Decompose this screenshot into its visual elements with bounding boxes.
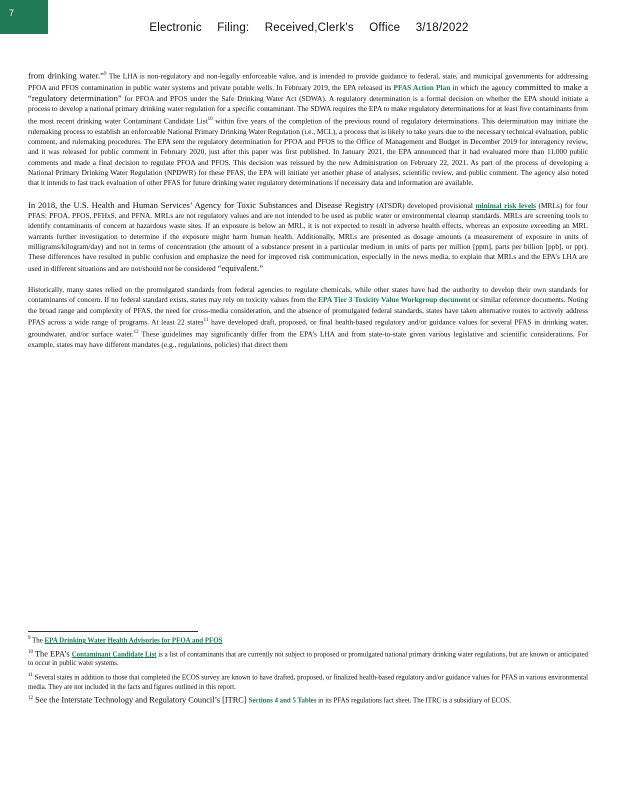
header-office: Office	[369, 22, 401, 34]
paragraph-epa-lha	[28, 70, 588, 189]
text-run: “equivalent.”	[217, 262, 264, 273]
text-run: These guidelines may significantly differ from the EPA’s LHA and from state-to-state given various legislative and scientific considerations. For example, states may have different mandates (e.g., regulations, policies) that direct them	[28, 329, 588, 349]
text-run: have developed draft, proposed, or final health-based regulatory and/or guidance values for several PFAS in drinking water, groundwater, and/or surface water.	[28, 317, 588, 339]
text-run: for PFOA and PFOS under the Safe Drinking Water Act (SDWA). A regulatory determination is a formal decision on whether the EPA should initiate a process to develop a national primary drinking water regulation for a specific contaminant. The SDWA requires the EPA to make regulatory determinations for at least five contaminants from the most recent drinking water Contaminant Candidate List	[28, 94, 588, 126]
header-date: 3/18/2022	[415, 22, 469, 34]
footnote-11	[28, 671, 588, 692]
footnote-ref: 11	[203, 318, 209, 324]
footnote-divider	[28, 631, 198, 632]
footnote-ref: 10	[28, 649, 33, 655]
paragraph-atsdr-mrl	[28, 200, 588, 274]
text-run: in which the agency	[450, 82, 515, 92]
text-run: within five years of the completion of the previous round of regulatory determinations. This determination may initiate the rulemaking process to establish an enforceable National Primary Drinking Water Regulation (i.e., MCL), a process that is likely to take years due to the necessary technical evaluation, public comment, and rulemaking procedures. The EPA sent the regulatory determination for PFOA and PFOS to the Office of Management and Budget in December 2019 for interagency review, and it was released for public comment in February 2020, just after this paper was first published. In January 2021, the EPA announced that it had evaluated more than 11,000 public comments and made a final decision to regulate PFOA and PFOS. This decision was reissued by the new Administration on February 22, 2021. As part of the process of developing a National Primary Drinking Water Regulation (NPDWR) for these PFAS, the EPA will initiate yet another phase of analyses, scientific review, and public comment. The agency also noted that it intends to fast track evaluation of other PFAS for future drinking water regulatory determinations if necessary data and information are available.	[28, 116, 589, 188]
filing-header	[0, 22, 618, 34]
footnote-ref: 11	[28, 672, 33, 678]
document-link[interactable]: minimal risk levels	[475, 200, 536, 210]
document-body	[28, 70, 588, 361]
text-run: Historically, many states relied on the promulgated standards from federal agencies to regulate chemicals, while other states have had the authority to develop their own standards for contaminants of concern. If no federal standard exists, states may rely on toxicity values from the	[28, 285, 588, 305]
document-link[interactable]: PFAS Action Plan	[393, 82, 451, 92]
text-run: The	[30, 637, 45, 645]
text-run: in its PFAS regulations fact sheet. The ITRC is a subsidiary of ECOS.	[316, 697, 511, 705]
footnote-ref: 12	[28, 695, 33, 701]
text-run: The EPA’s	[33, 649, 72, 658]
text-run: from drinking water.”	[28, 70, 104, 81]
footnote-ref: 12	[133, 329, 139, 335]
footnote-ref: 9	[28, 636, 31, 641]
text-run: In 2018, the U.S. Health and Human Services’ Agency for Toxic Substances and Disease Registry	[28, 199, 374, 210]
paragraph-state-standards	[28, 285, 588, 350]
header-received: Received,Clerk's	[264, 22, 354, 34]
text-run: (ATSDR) developed provisional	[373, 200, 476, 210]
text-run: The LHA is non-regulatory and non-legally enforceable value, and is intended to provide guidance to federal, state, and municipal governments for addressing PFOA and PFOS contamination in public water systems and private potable wells. In February 2019, the EPA released its	[28, 71, 588, 92]
footnote-ref: 10	[207, 116, 213, 122]
header-electronic: Electronic	[149, 22, 202, 34]
footnote-10	[28, 648, 588, 669]
footnote-9	[28, 634, 588, 646]
text-run: See the Interstate Technology and Regulatory Council’s [ITRC]	[33, 695, 249, 705]
footnote-ref: 9	[103, 72, 107, 77]
document-link[interactable]: EPA Drinking Water Health Advisories for PFOA and PFOS	[44, 637, 223, 645]
text-run: committed to make a “regulatory determination”	[28, 81, 588, 104]
text-run: Several states in addition to those that completed the ECOS survey are known to have drafted, proposed, or finalized health-based regulatory and/or guidance values for PFAS in various environmental media. They are not included in the facts and figures outlined in this report.	[28, 674, 588, 691]
text-run: or similar reference documents. Noting the broad range and complexity of PFAS, the need for cross-media consideration, and the absence of promulgated federal standards, states have taken alternative routes to actively address PFAS across a wide range of programs. At least 22 states	[28, 295, 588, 327]
footnote-12	[28, 694, 588, 706]
document-link[interactable]: Sections 4 and 5 Tables	[248, 697, 317, 705]
document-link[interactable]: EPA Tier 3 Toxicity Value Workgroup document	[318, 295, 471, 305]
header-filing: Filing:	[217, 22, 250, 34]
text-run: (MRLs) for four PFAS: PFOA, PFOS, PFHxS, and PFNA. MRLs are not regulatory values and are not intended to be used as public water or environmental cleanup standards. MRLs are screening tools to identify contaminants of concern at hazardous waste sites. If an exposure is below an MRL, it is not expected to result in adverse health effects, whereas an exposure exceeding an MRL warrants further investigation to determine if the exposure might harm human health. Additionally, MRLs are presented as dosage amounts (a measurement of exposure in units of milligrams/kilogram/day) and not in terms of concentration (the amount of a substance present in a particular medium in units of parts per million [ppm], parts per billion [ppb], or ppt). These differences have resulted in public confusion and emphasize the need for improved risk communication, especially in the news media, to explain that MRLs and the EPA’s LHA are used in different situations and are not/should not be considered	[28, 200, 589, 273]
text-run: is a list of contaminants that are currently not subject to proposed or promulgated national primary drinking water regulations, but are known or anticipated to occur in public water systems.	[28, 651, 588, 668]
page-number: 7	[9, 8, 15, 18]
document-link[interactable]: Contaminant Candidate List	[71, 651, 157, 658]
footnotes	[28, 634, 588, 708]
